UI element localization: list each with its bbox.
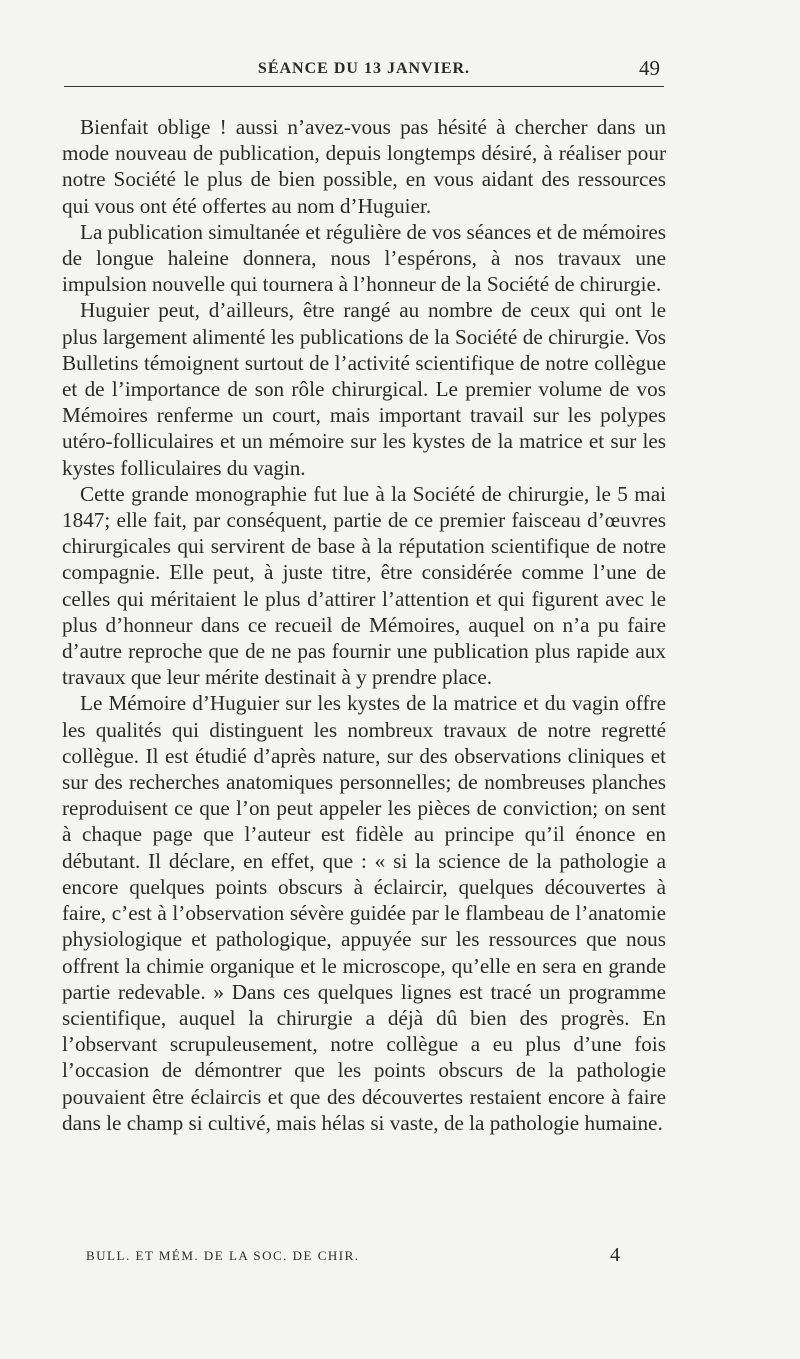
sheet-number: 4	[610, 1244, 620, 1266]
paragraph-1: Bienfait oblige ! aussi n’avez-vous pas hésité à chercher dans un mode nouveau de publication, depuis longtemps désiré, à réaliser pour notre Société le plus de bien possible, en vous aidant des ressources qui vous ont été offertes au nom d’Huguier.	[62, 115, 666, 218]
footer-signature: BULL. ET MÉM. DE LA SOC. DE CHIR.	[86, 1248, 360, 1263]
page-footer	[86, 1244, 626, 1272]
paragraph-3: Huguier peut, d’ailleurs, être rangé au nombre de ceux qui ont le plus largement alimenté les publications de la Société de chirurgie. Vos Bulletins témoignent surtout de l’activité scientifique de notre collègue et de l’importance de son rôle chirurgical. Le premier volume de vos Mémoires renferme un court, mais important travail sur les polypes utéro-folliculaires et un mémoire sur les kystes de la matrice et sur les kystes folliculaires du vagin.	[62, 298, 666, 480]
paragraph-5: Le Mémoire d’Huguier sur les kystes de la matrice et du vagin offre les qualités qui distinguent les nombreux travaux de notre regretté collègue. Il est étudié d’après nature, sur des observations cliniques et sur des recherches anatomiques personnelles; de nombreuses planches reproduisent ce que l’on peut appeler les pièces de conviction; on sent à chaque page que l’auteur est fidèle au principe qu’il énonce en débutant. Il déclare, en effet, que : « si la science de la pathologie a encore quelques points obscurs à éclaircir, quelques découvertes à faire, c’est à l’observation sévère guidée par le flambeau de l’anatomie physiologique et pathologique, appuyée sur les ressources que nous offrent la chimie organique et le microscope, qu’elle en sera en grande partie redevable. » Dans ces quelques lignes est tracé un programme scientifique, auquel la chirurgie a déjà dû bien des progrès. En l’observant scrupuleusement, notre collègue a eu plus d’une fois l’occasion de démontrer que les points obscurs de la pathologie pouvaient être éclaircis et que des découvertes restaient encore à faire dans le champ si cultivé, mais hélas si vaste, de la pathologie humaine.	[62, 691, 666, 1135]
body-text	[62, 114, 666, 1136]
paragraph-4: Cette grande monographie fut lue à la Société de chirurgie, le 5 mai 1847; elle fait, par conséquent, partie de ce premier faisceau d’œuvres chirurgicales qui servirent de base à la réputation scientifique de notre compagnie. Elle peut, à juste titre, être considérée comme l’une de celles qui méritaient le plus d’attirer l’attention et qui figurent avec le plus d’honneur dans ce recueil de Mémoires, auquel on n’a pu faire d’autre reproche que de ne pas fournir une publication plus rapide aux travaux que leur mérite destinait à y prendre place.	[62, 481, 666, 690]
running-header	[64, 52, 664, 87]
paragraph-2: La publication simultanée et régulière de vos séances et de mémoires de longue haleine donnera, nous l’espérons, à nos travaux une impulsion nouvelle qui tournera à l’honneur de la Société de chirurgie.	[62, 219, 666, 297]
page-number: 49	[639, 56, 660, 80]
running-title: SÉANCE DU 13 JANVIER.	[257, 60, 471, 77]
